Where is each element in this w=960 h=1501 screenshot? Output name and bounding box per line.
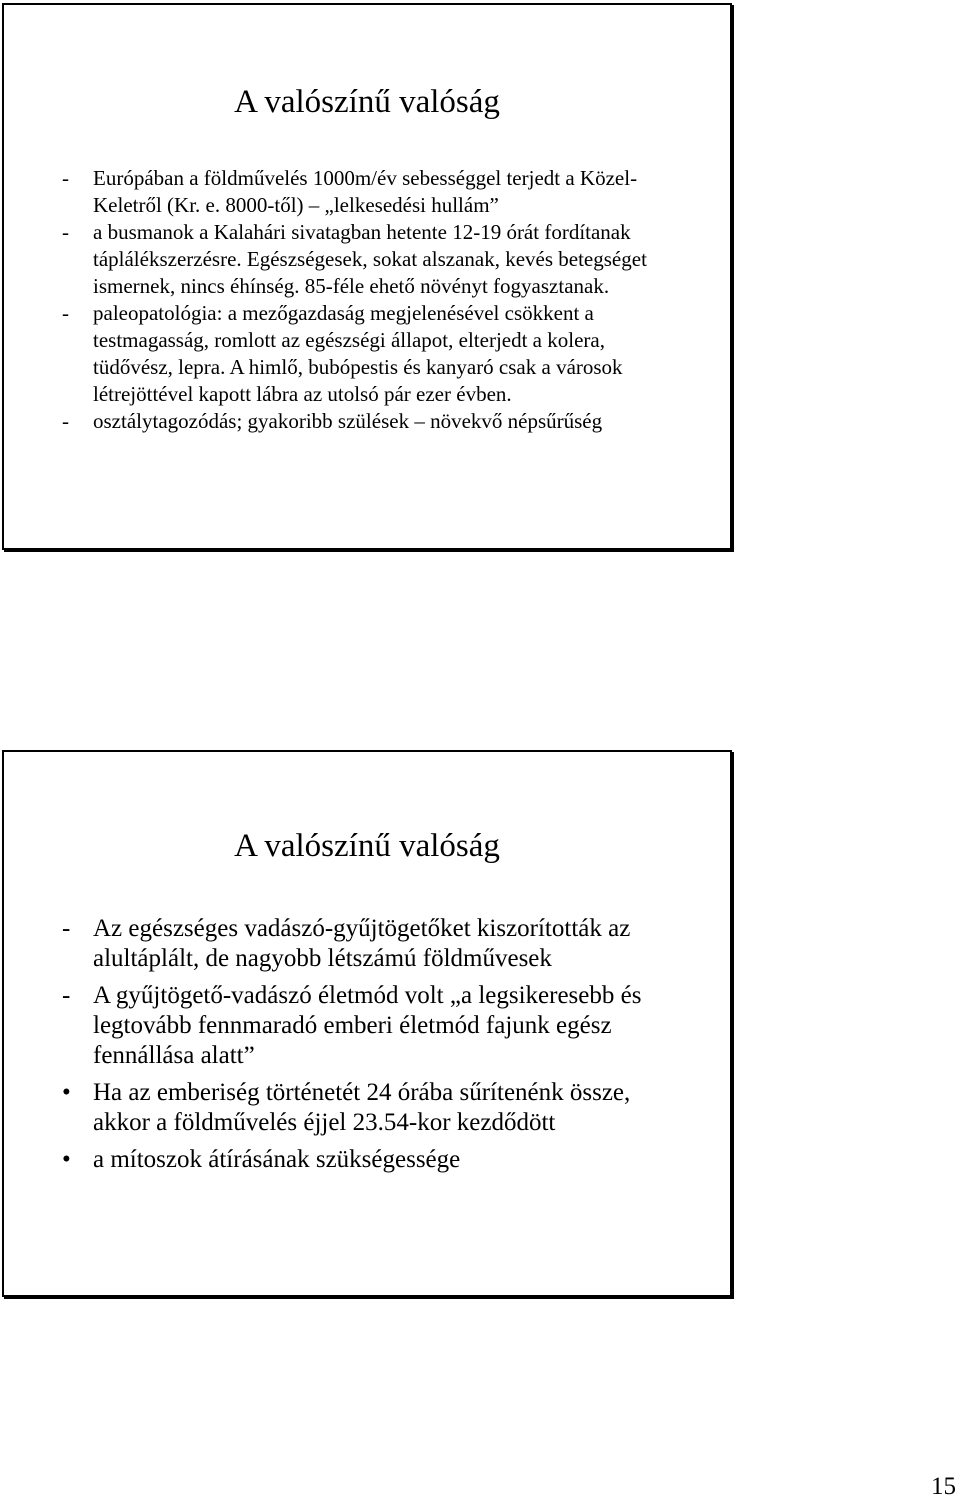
dash-marker: - [62,915,71,942]
list-item [62,1145,692,1175]
bullet-dot-marker: • [62,1079,71,1106]
dash-marker: - [62,166,69,190]
slide-1 [2,3,732,550]
dash-marker: - [62,982,71,1009]
list-item-text: Ha az emberiség történetét 24 órába sűrítenénk össze, akkor a földművelés éjjel 23.54-kor kezdődött [93,1079,631,1136]
list-item-text: osztálytagozódás; gyakoribb szülések – növekvő népsűrűség [93,409,603,433]
list-item-text: paleopatológia: a mezőgazdaság megjelenésével csökkent a testmagasság, romlott az egészségi állapot, elterjedt a kolera, tüdővész, lepra. A himlő, bubópestis és kanyaró csak a városok létrejöttével kapott lábra az utolsó pár ezer évben. [93,301,623,406]
bullet-dot-marker: • [62,1146,71,1173]
list-item-text: A gyűjtögető-vadászó életmód volt „a legsikeresebb és legtovább fennmaradó emberi életmód fajunk egész fennállása alatt” [93,982,642,1069]
dash-marker: - [62,220,69,244]
list-item-text: a busmanok a Kalahári sivatagban hetente 12-19 órát fordítanak táplálékszerzésre. Egészségesek, sokat alszanak, kevés betegséget ismernek, nincs éhínség. 85-féle ehető növényt fogyasztanak. [93,220,647,298]
list-item [62,219,682,300]
dash-marker: - [62,301,69,325]
list-item [62,1078,692,1138]
slide-2 [2,750,732,1297]
list-item [62,165,682,219]
list-item-text: Európában a földművelés 1000m/év sebességgel terjedt a Közel-Keletről (Kr. e. 8000-től) – „lelkesedési hullám” [93,166,638,217]
list-item-text: Az egészséges vadászó-gyűjtögetőket kiszorították az alultáplált, de nagyobb létszámú földművesek [93,915,631,972]
slide-title: A valószínű valóság [234,828,500,864]
list-item [62,408,682,435]
slide-title: A valószínű valóság [234,84,500,120]
bullet-list [62,165,682,435]
page-number: 15 [931,1473,956,1500]
list-item [62,914,692,974]
bullet-list [62,914,692,1182]
dash-marker: - [62,409,69,433]
list-item-text: a mítoszok átírásának szükségessége [93,1146,461,1173]
list-item [62,300,682,408]
list-item [62,981,692,1071]
